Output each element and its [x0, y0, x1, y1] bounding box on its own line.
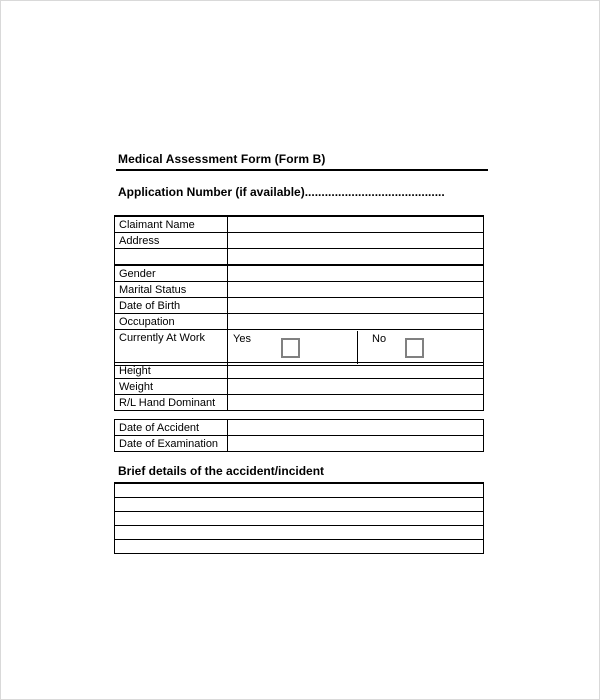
weight-field[interactable]: [228, 379, 484, 395]
table-row: [115, 498, 484, 512]
currently-at-work-label: Currently At Work: [115, 330, 228, 366]
claimant-name-label: Claimant Name: [115, 216, 228, 233]
table-row: [115, 526, 484, 540]
application-number-line: Application Number (if available)..........................................: [118, 185, 445, 199]
address-field[interactable]: [228, 233, 484, 249]
hand-dominant-label: R/L Hand Dominant: [115, 395, 228, 411]
table-row: [115, 540, 484, 554]
brief-details-line-field[interactable]: [115, 483, 484, 498]
date-of-birth-field[interactable]: [228, 298, 484, 314]
table-row: [115, 512, 484, 526]
personal-info-table: [114, 265, 484, 366]
yes-checkbox[interactable]: [281, 338, 300, 358]
marital-status-label: Marital Status: [115, 282, 228, 298]
dates-table: [114, 419, 484, 452]
address-continuation-label: [115, 249, 228, 265]
brief-details-table: [114, 482, 484, 554]
currently-at-work-no-cell: [357, 331, 483, 364]
height-field[interactable]: [228, 363, 484, 379]
occupation-field[interactable]: [228, 314, 484, 330]
table-row: [115, 330, 484, 366]
date-of-examination-field[interactable]: [228, 436, 484, 452]
height-label: Height: [115, 363, 228, 379]
occupation-label: Occupation: [115, 314, 228, 330]
marital-status-field[interactable]: [228, 282, 484, 298]
table-row: [115, 363, 484, 379]
currently-at-work-field: [228, 330, 484, 366]
physical-info-table: [114, 362, 484, 411]
gender-field[interactable]: [228, 266, 484, 282]
brief-details-heading: Brief details of the accident/incident: [118, 464, 325, 478]
table-row: [115, 436, 484, 452]
address-continuation-field[interactable]: [228, 249, 484, 265]
table-row: [115, 233, 484, 249]
date-of-birth-label: Date of Birth: [115, 298, 228, 314]
no-checkbox[interactable]: [405, 338, 424, 358]
date-of-examination-label: Date of Examination: [115, 436, 228, 452]
no-label: No: [372, 333, 387, 345]
weight-label: Weight: [115, 379, 228, 395]
yes-label: Yes: [233, 333, 251, 345]
brief-details-line-field[interactable]: [115, 498, 484, 512]
page-title: Medical Assessment Form (Form B): [116, 152, 488, 171]
hand-dominant-field[interactable]: [228, 395, 484, 411]
table-row: [115, 379, 484, 395]
table-row: [115, 395, 484, 411]
table-row: [115, 266, 484, 282]
brief-details-line-field[interactable]: [115, 512, 484, 526]
table-row: [115, 216, 484, 233]
address-label: Address: [115, 233, 228, 249]
table-row: [115, 483, 484, 498]
claimant-name-field[interactable]: [228, 216, 484, 233]
table-row: [115, 249, 484, 265]
claimant-info-table: [114, 215, 484, 265]
currently-at-work-yes-cell: [228, 331, 357, 364]
table-row: [115, 314, 484, 330]
date-of-accident-field[interactable]: [228, 420, 484, 436]
table-row: [115, 420, 484, 436]
brief-details-line-field[interactable]: [115, 540, 484, 554]
date-of-accident-label: Date of Accident: [115, 420, 228, 436]
table-row: [115, 282, 484, 298]
table-row: [115, 298, 484, 314]
brief-details-line-field[interactable]: [115, 526, 484, 540]
gender-label: Gender: [115, 266, 228, 282]
